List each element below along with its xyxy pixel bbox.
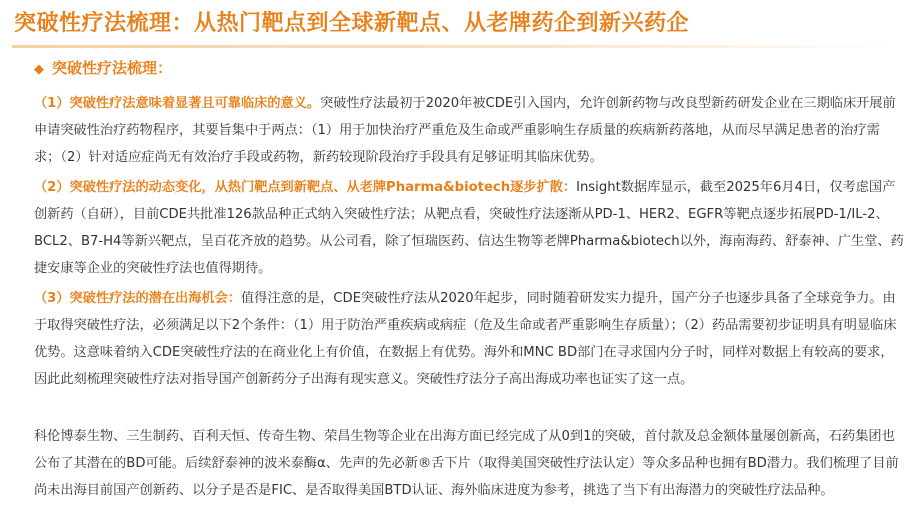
paragraph-4-text: 科伦博泰生物、三生制药、百利天恒、传奇生物、荣昌生物等企业在出海方面已经完成了从0到1的突破，首付款及总金额体量屡创新高，石药集团也公布了其潜在的BD可能。后续舒泰神的波米泰酶α、先声的先必新®舌下片（取得美国突破性疗法认定）等众多品种也拥有BD潜力。我们梳理了目前尚未出海目前国产创新药、以分子是否是FIC、是否取得美国BTD认证、海外临床进度为参考，挑选了当下有出海潜力的突破性疗法品种。: [34, 429, 899, 498]
paragraph-1-lead: （1）突破性疗法意味着显著且可靠临床的意义。: [34, 96, 321, 111]
section-heading: [34, 57, 172, 78]
paragraph-2: [34, 174, 904, 282]
paragraph-2-text: Insight数据库显示，截至2025年6月4日，仅考虑国产创新药（自研），目前CDE共批准126款品种正式纳入突破性疗法；从靶点看，突破性疗法逐渐从PD-1、HER2、EGFR等靶点逐步拓展PD-1/IL-2、BCL2、B7-H4等新兴靶点，呈百花齐放的趋势。从公司看，除了恒瑞医药、信达生物等老牌Pharma&biotech以外，海南海药、舒泰神、广生堂、药捷安康等企业的突破性疗法也值得期待。: [34, 180, 904, 276]
paragraph-4: [34, 423, 904, 504]
title-underline: [12, 45, 896, 48]
paragraph-1: [34, 90, 904, 171]
paragraph-3-text: 值得注意的是，CDE突破性疗法从2020年起步，同时随着研发实力提升，国产分子也逐步具备了全球竞争力。由于取得突破性疗法，必须满足以下2个条件：（1）用于防治严重疾病或病症（危及生命或者严重影响生存质量）；（2）药品需要初步证明具有明显临床优势。这意味着纳入CDE突破性疗法的在商业化上有价值，在数据上有优势。海外和MNC BD部门在寻求国内分子时，同样对数据上有较高的要求，因此此刻梳理突破性疗法对指导国产创新药分子出海有现实意义。突破性疗法分子高出海成功率也证实了这一点。: [34, 291, 897, 387]
diamond-bullet-icon: ◆: [34, 62, 44, 77]
page-title: 突破性疗法梳理：从热门靶点到全球新靶点、从老牌药企到新兴药企: [14, 11, 690, 36]
paragraph-1-text: 突破性疗法最初于2020年被CDE引入国内，允许创新药物与改良型新药研发企业在三期临床开展前申请突破性治疗药物程序，其要旨集中于两点：（1）用于加快治疗严重危及生命或严重影响生存质量的疾病新药落地，从而尽早满足患者的治疗需求；（2）针对适应症尚无有效治疗手段或药物，新药较现阶段治疗手段具有足够证明其临床优势。: [34, 96, 896, 165]
section-heading-text: 突破性疗法梳理：: [52, 59, 173, 77]
paragraph-3: [34, 285, 904, 393]
paragraph-3-lead: （3）突破性疗法的潜在出海机会：: [34, 291, 241, 306]
paragraph-2-lead: （2）突破性疗法的动态变化，从热门靶点到新靶点、从老牌Pharma&biotech逐步扩散：: [34, 180, 577, 195]
